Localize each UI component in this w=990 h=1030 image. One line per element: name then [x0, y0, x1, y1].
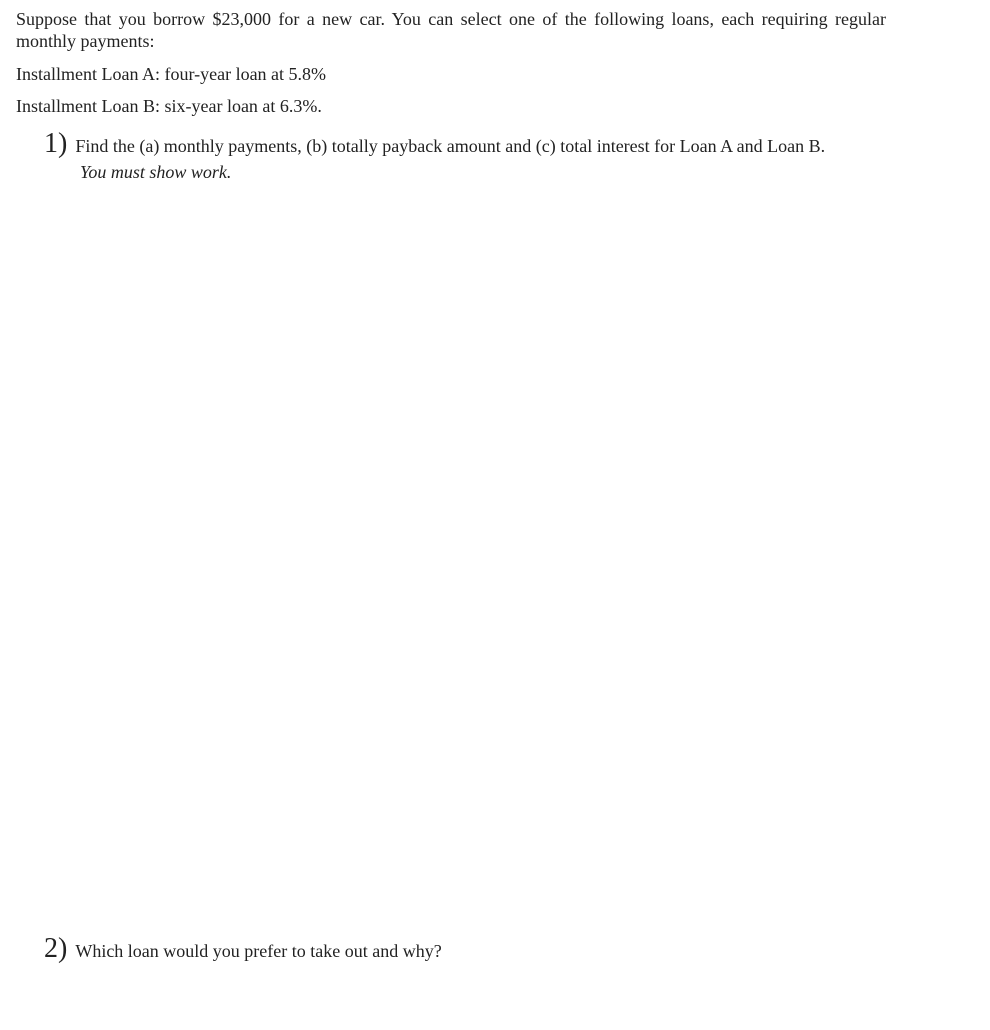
loan-b-description: Installment Loan B: six-year loan at 6.3%.	[16, 96, 322, 116]
problem-intro: Suppose that you borrow $23,000 for a new car. You can select one of the following loans, each requiring regular monthly payments:	[16, 9, 886, 51]
question-1-text: Find the (a) monthly payments, (b) totally payback amount and (c) total interest for Loan A and Loan B.	[75, 136, 826, 156]
question-1-number: 1)	[44, 128, 68, 159]
question-1	[44, 130, 825, 158]
question-1-note: You must show work.	[80, 162, 232, 182]
question-2-answer-area[interactable]	[44, 970, 944, 1025]
question-2-number: 2)	[44, 933, 68, 964]
question-2-text: Which loan would you prefer to take out and why?	[75, 941, 442, 961]
question-1-work-area[interactable]	[44, 190, 944, 925]
loan-a-description: Installment Loan A: four-year loan at 5.8%	[16, 64, 327, 84]
question-2	[44, 935, 442, 963]
